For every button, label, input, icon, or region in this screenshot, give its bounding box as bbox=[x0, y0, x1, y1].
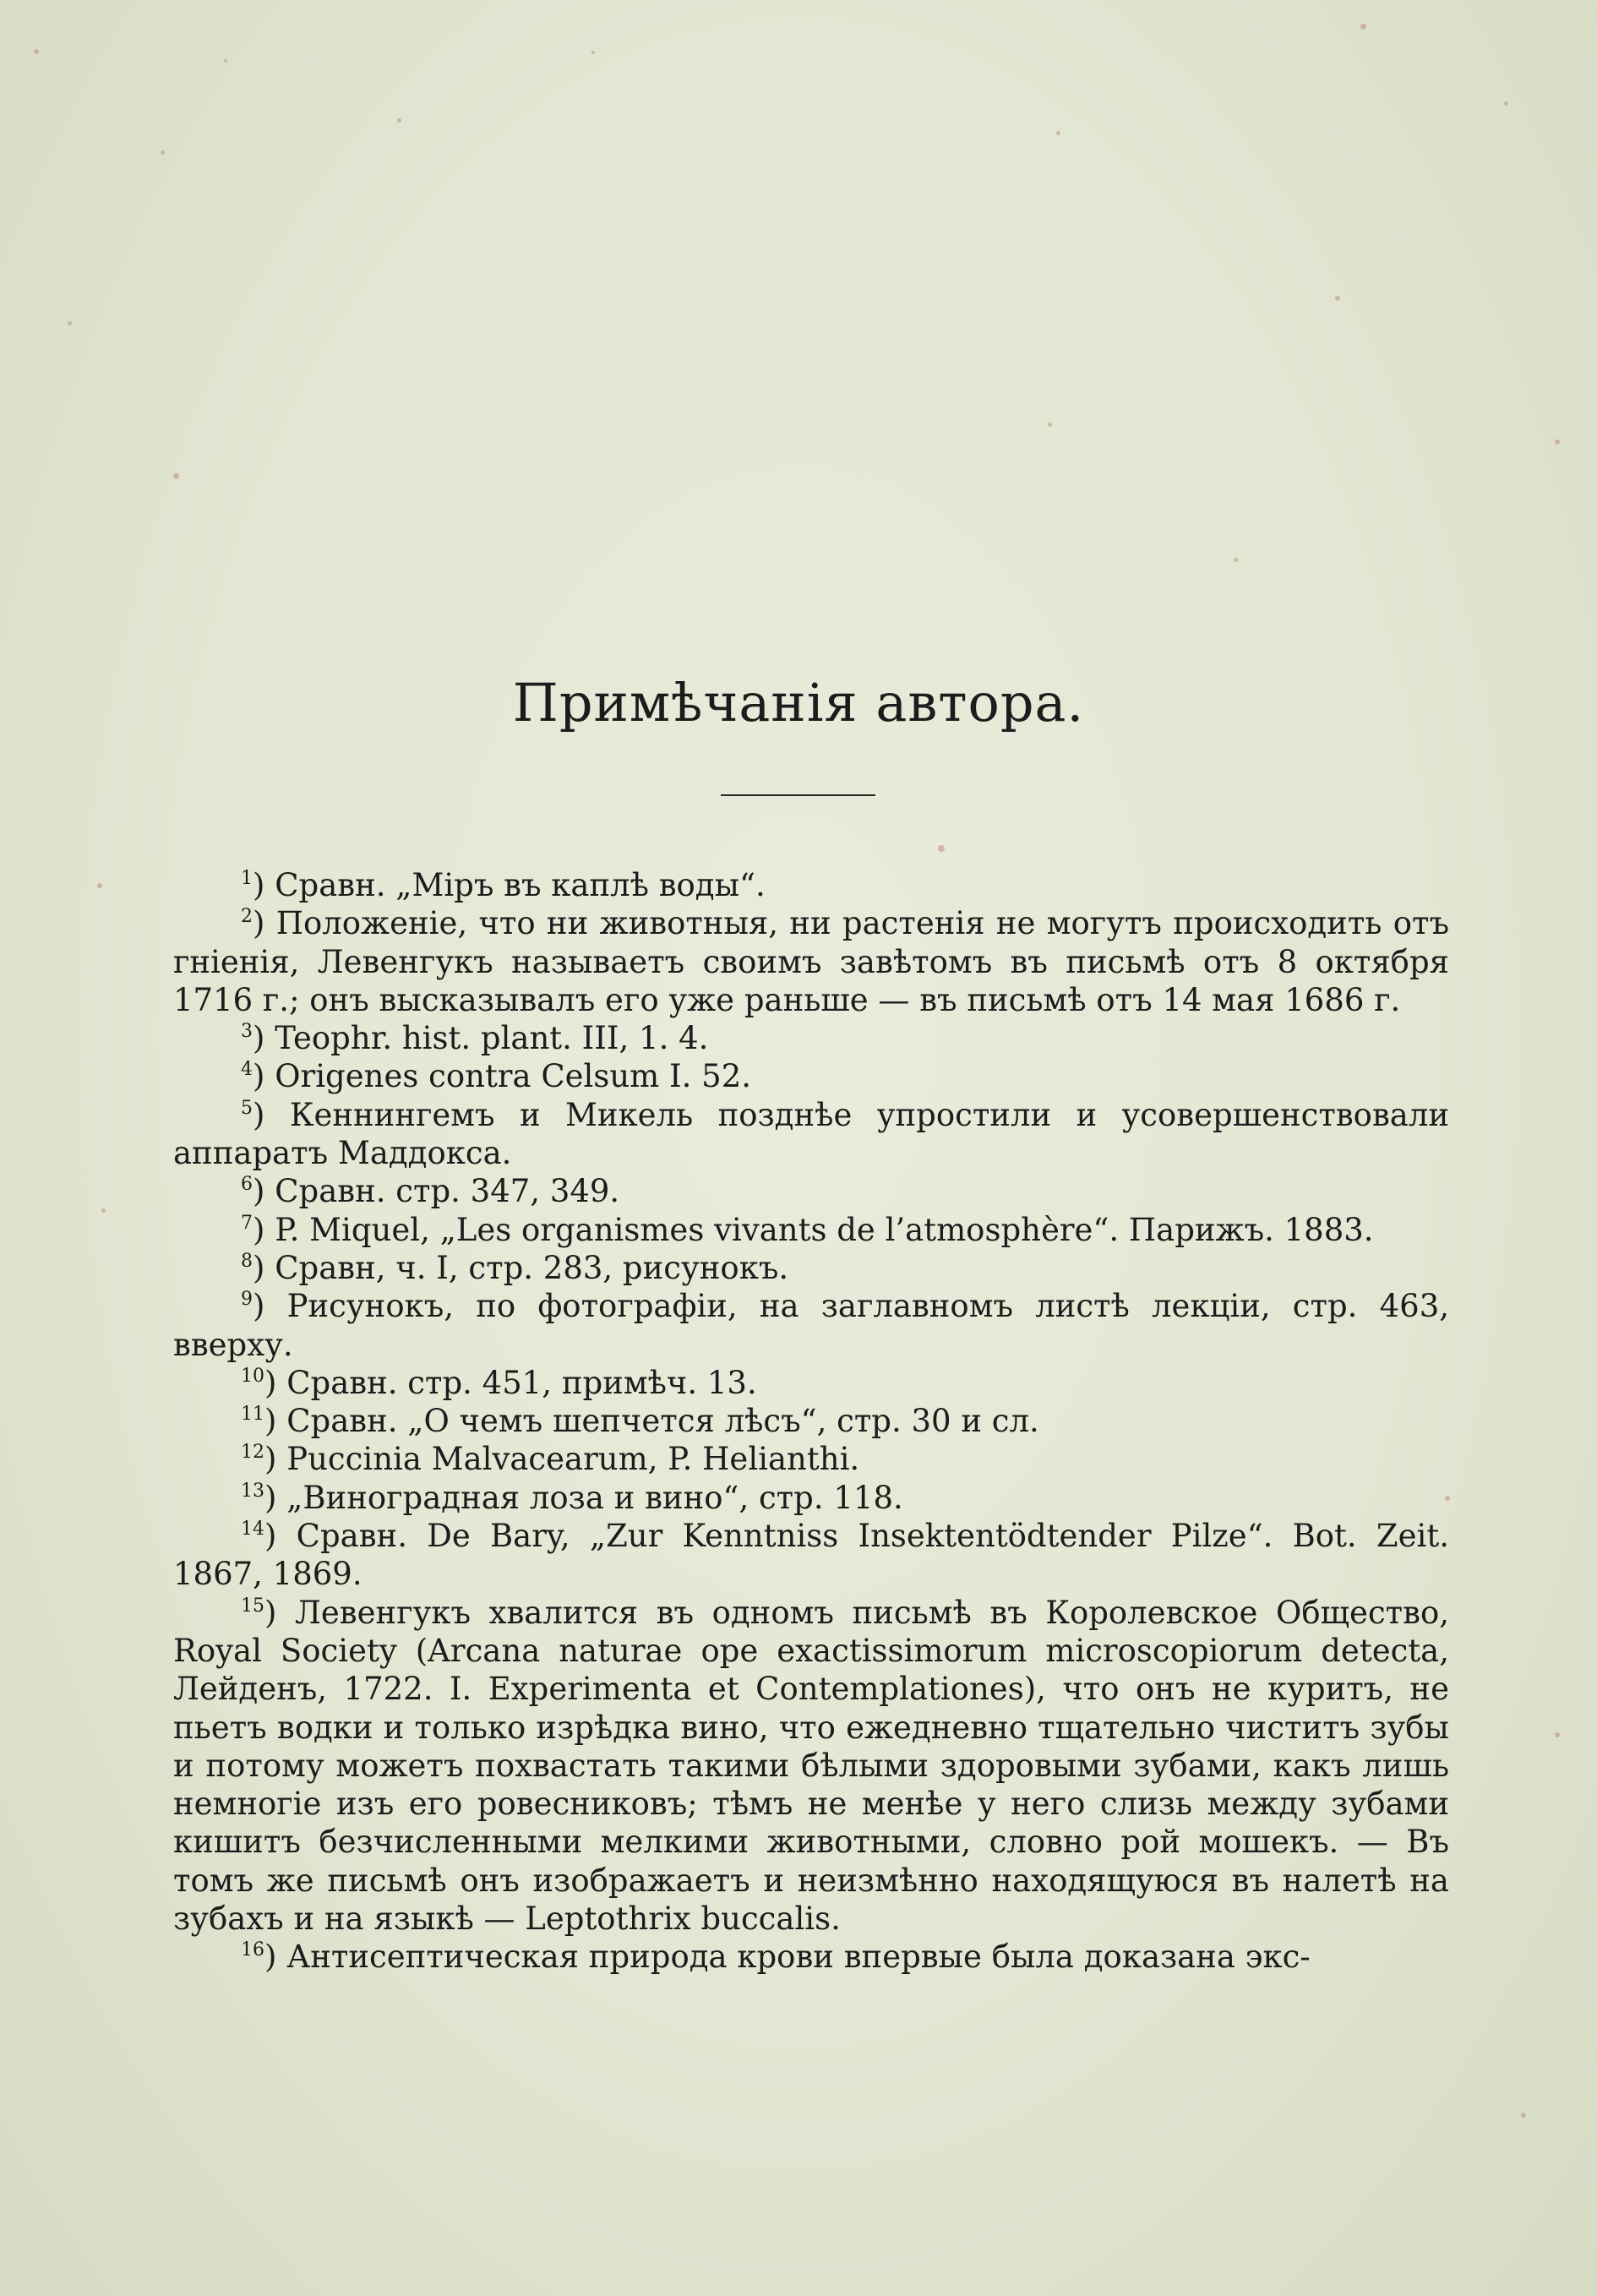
paper-speck bbox=[161, 150, 165, 155]
title-divider bbox=[721, 794, 875, 796]
note-item: $^7$) P. Miquel, „Les organismes vivants de l’atmosphère“. Парижъ. 1883. bbox=[241, 1211, 1374, 1248]
paper-speck bbox=[97, 883, 102, 888]
note-item: $^{16}$) Антисептическая природа крови впервые была доказана экс- bbox=[241, 1939, 1311, 1976]
paper-speck bbox=[1056, 131, 1060, 135]
note-item: $^4$) Origenes contra Celsum I. 52. bbox=[241, 1058, 752, 1095]
note-text: Левенгукъ хвалится въ одномъ письмѣ въ Королевское Общество, Royal Society (Arcana naturae ope exactissimorum microscopiorum detecta, Лейденъ, 1722. I. Experimenta et Contemplationes), что онъ не куритъ, не пьетъ водки и только изрѣдка вино, что ежедневно тщательно чиститъ зубы и потому можетъ похвастать такими бѣлыми здоровыми зубами, какъ лишь немногіе изъ его ровесниковъ; тѣмъ не менѣе у него слизь между зубами кишитъ безчисленными мелкими животными, словно рой мошекъ. — Въ томъ же письмѣ онъ изображаетъ и неизмѣнно находящуюся въ налетѣ на зубахъ и на языкѣ — Leptothrix buccalis. bbox=[173, 1594, 1450, 1938]
note-text: Рисунокъ, по фотографіи, на заглавномъ листѣ лекціи, стр. 463, вверху. bbox=[173, 1288, 1449, 1363]
note-number: 8 bbox=[241, 1250, 253, 1272]
note-text: Origenes contra Celsum I. 52. bbox=[275, 1058, 752, 1095]
note-number: 10 bbox=[241, 1365, 264, 1387]
note-item: $^{13}$) „Виноградная лоза и вино“, стр. 118. bbox=[241, 1479, 903, 1516]
note-text: Сравн, ч. I, стр. 283, рисунокъ. bbox=[275, 1249, 789, 1286]
note-text: Положеніе, что ни животныя, ни растенія не могутъ происходить отъ гніенія, Левенгукъ называетъ своимъ завѣтомъ въ письмѣ отъ 8 октября 1716 г.; онъ высказывалъ его уже раньше — въ письмѣ отъ 14 мая 1686 г. bbox=[173, 905, 1450, 1018]
paper-speck bbox=[1360, 24, 1366, 30]
note-number: 5 bbox=[241, 1097, 253, 1119]
note-item: $^5$) Кеннингемъ и Микель позднѣе упростили и усовершенствовали аппаратъ Маддокса. bbox=[173, 1096, 1450, 1172]
note-number: 7 bbox=[241, 1212, 253, 1234]
note-item: $^{12}$) Puccinia Malvacearum, P. Helianthi. bbox=[241, 1441, 860, 1478]
note-text: Teophr. hist. plant. III, 1. 4. bbox=[275, 1020, 709, 1057]
paper-speck bbox=[591, 51, 595, 54]
note-item: $^6$) Сравн. стр. 347, 349. bbox=[241, 1173, 620, 1210]
note-item: $^9$) Рисунокъ, по фотографіи, на заглавномъ листѣ лекціи, стр. 463, вверху. bbox=[173, 1288, 1449, 1363]
page-title: Примѣчанія автора. bbox=[512, 672, 1085, 734]
note-text: „Виноградная лоза и вино“, стр. 118. bbox=[286, 1479, 903, 1516]
note-item: $^2$) Положеніе, что ни животныя, ни растенія не могутъ происходить отъ гніенія, Левенгукъ называетъ своимъ завѣтомъ въ письмѣ отъ 8 октября 1716 г.; онъ высказывалъ его уже раньше — въ письмѣ отъ 14 мая 1686 г. bbox=[173, 905, 1450, 1018]
note-number: 11 bbox=[241, 1404, 264, 1426]
note-number: 9 bbox=[241, 1289, 253, 1311]
note-number: 16 bbox=[241, 1939, 264, 1961]
note-text: Сравн. стр. 347, 349. bbox=[275, 1173, 620, 1210]
note-number: 1 bbox=[241, 868, 253, 889]
note-text: Антисептическая природа крови впервые была доказана экс- bbox=[286, 1939, 1311, 1976]
paper-speck bbox=[1234, 558, 1238, 562]
note-number: 6 bbox=[241, 1174, 253, 1196]
paper-speck bbox=[1048, 423, 1052, 427]
note-text: Сравн. стр. 451, примѣч. 13. bbox=[286, 1364, 757, 1401]
note-number: 13 bbox=[241, 1480, 264, 1502]
notes-list bbox=[173, 866, 1449, 1977]
note-item: $^{10}$) Сравн. стр. 451, примѣч. 13. bbox=[241, 1364, 757, 1401]
paper-speck bbox=[173, 473, 179, 479]
note-item: $^{14}$) Сравн. De Bary, „Zur Kenntniss Insektentödtender Pilze“. Bot. Zeit. 1867, 1869. bbox=[173, 1518, 1449, 1593]
paper-speck bbox=[1335, 296, 1340, 301]
note-item: $^8$) Сравн, ч. I, стр. 283, рисунокъ. bbox=[241, 1249, 789, 1286]
paper-speck bbox=[224, 59, 227, 63]
note-item: $^1$) Сравн. „Міръ въ каплѣ воды“. bbox=[241, 867, 766, 903]
note-text: Сравн. „Міръ въ каплѣ воды“. bbox=[275, 867, 766, 903]
paper-speck bbox=[1555, 1732, 1560, 1737]
paper-speck bbox=[68, 321, 72, 325]
note-item: $^{11}$) Сравн. „О чемъ шепчется лѣсъ“, стр. 30 и сл. bbox=[241, 1403, 1039, 1440]
paper-speck bbox=[397, 118, 401, 123]
note-text: Сравн. De Bary, „Zur Kenntniss Insektentödtender Pilze“. Bot. Zeit. 1867, 1869. bbox=[173, 1518, 1449, 1593]
note-text: Puccinia Malvacearum, P. Helianthi. bbox=[286, 1441, 860, 1478]
paper-speck bbox=[1555, 439, 1560, 444]
paper-speck bbox=[34, 49, 39, 54]
note-number: 15 bbox=[241, 1595, 264, 1617]
note-item: $^3$) Teophr. hist. plant. III, 1. 4. bbox=[241, 1020, 709, 1057]
note-number: 12 bbox=[241, 1442, 264, 1464]
note-number: 4 bbox=[241, 1059, 253, 1081]
note-item: $^{15}$) Левенгукъ хвалится въ одномъ письмѣ въ Королевское Общество, Royal Society (Arcana naturae ope exactissimorum microscopiorum detecta, Лейденъ, 1722. I. Experimenta et Contemplationes), что онъ не куритъ, не пьетъ водки и только изрѣдка вино, что ежедневно тщательно чиститъ зубы и потому можетъ похвастать такими бѣлыми здоровыми зубами, какъ лишь немногіе изъ его ровесниковъ; тѣмъ не менѣе у него слизь между зубами кишитъ безчисленными мелкими животными, словно рой мошекъ. — Въ томъ же письмѣ онъ изображаетъ и неизмѣнно находящуюся въ налетѣ на зубахъ и на языкѣ — Leptothrix buccalis. bbox=[173, 1594, 1450, 1938]
note-number: 3 bbox=[241, 1021, 253, 1043]
paper-speck bbox=[1521, 2113, 1526, 2118]
note-number: 2 bbox=[241, 906, 253, 928]
note-text: Кеннингемъ и Микель позднѣе упростили и усовершенствовали аппаратъ Маддокса. bbox=[173, 1096, 1450, 1172]
paper-speck bbox=[938, 845, 945, 852]
note-text: Сравн. „О чемъ шепчется лѣсъ“, стр. 30 и сл. bbox=[286, 1403, 1039, 1440]
paper-speck bbox=[1504, 101, 1508, 106]
note-text: P. Miquel, „Les organismes vivants de l’atmosphère“. Парижъ. 1883. bbox=[275, 1211, 1374, 1248]
note-number: 14 bbox=[241, 1519, 264, 1541]
paper-speck bbox=[101, 1208, 106, 1213]
